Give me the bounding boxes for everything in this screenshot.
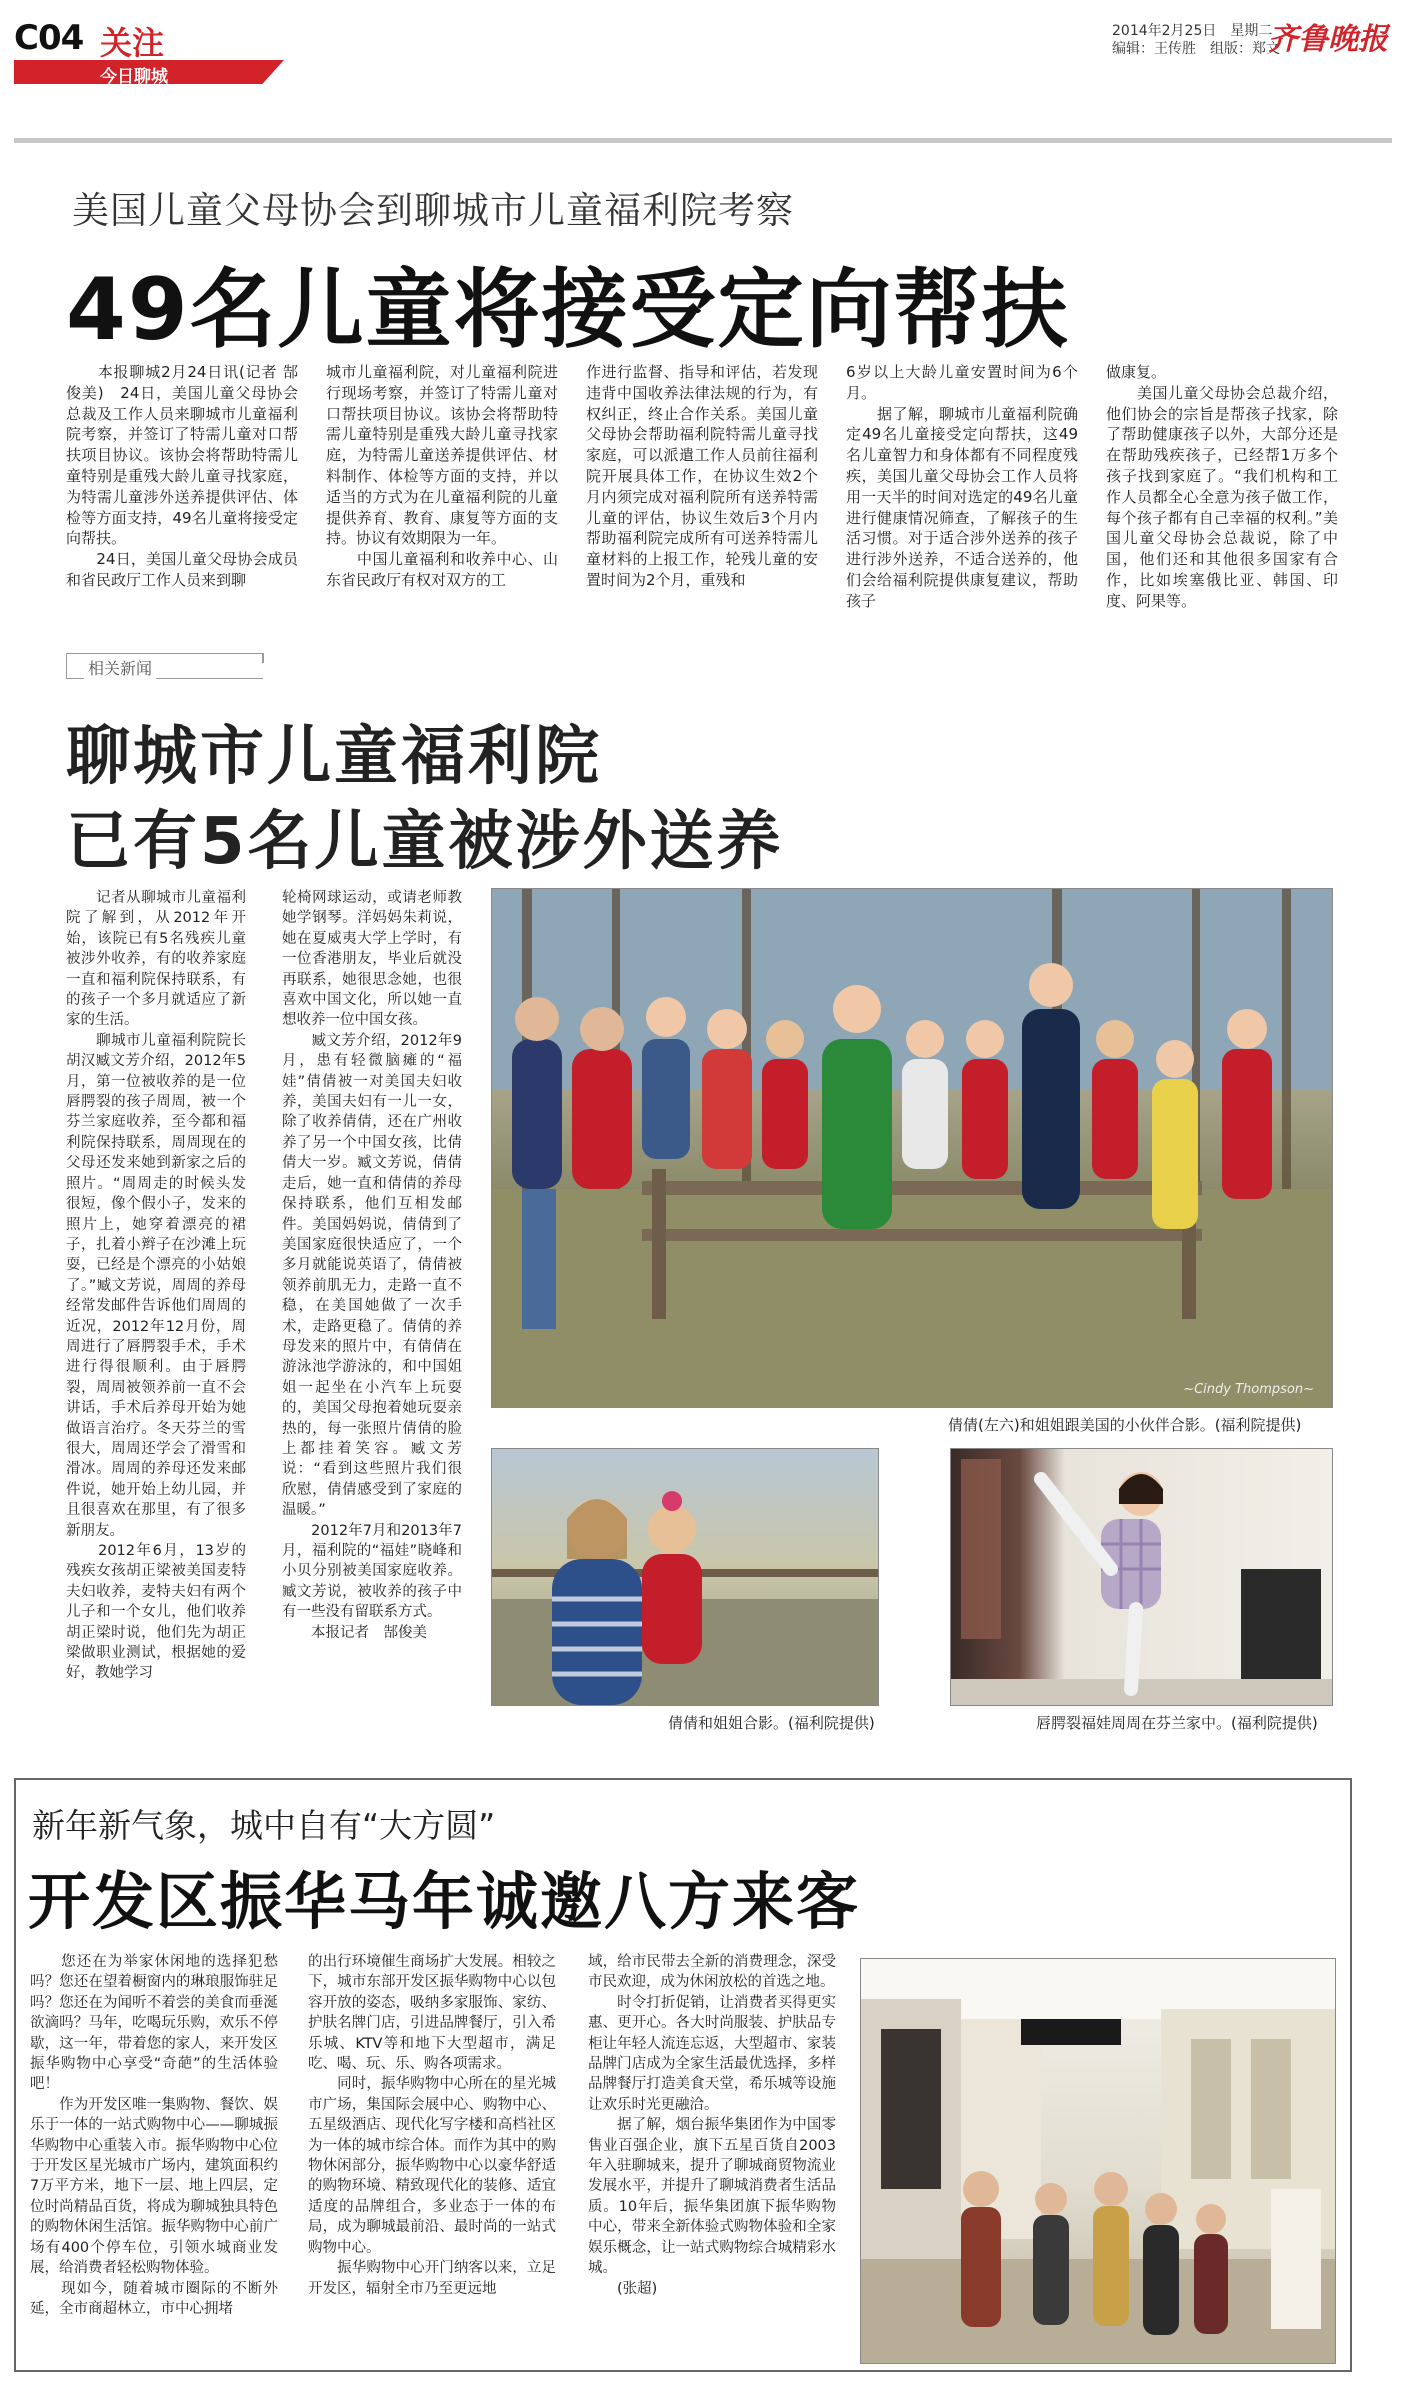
photo-watermark: ~Cindy Thompson~	[1183, 1382, 1314, 1397]
stretching-girl-photo	[950, 1448, 1333, 1706]
group-photo-illustration	[492, 889, 1332, 1407]
story2-headline-line2: 已有5名儿童被涉外送养	[66, 805, 784, 879]
group-photo	[491, 888, 1333, 1408]
story2-column: 记者从聊城市儿童福利院了解到，从2012年开始，该院已有5名残疾儿童被涉外收养，有的收养家庭一直和福利院保持联系，有的孩子一个多月就适应了新家的生活。 聊城市儿童福利院院长胡汉臧文芳介绍，2012年5月，第一位被收养的是一位唇腭裂的孩子周周，被一个芬兰家庭收养，至今都和福利院保持联系，周周现在的父母还发来她到新家之后的照片。“周周走的时候头发很短，像个假小子，发来的照片上，她穿着漂亮的裙子，扎着小辫子在沙滩上玩耍，已经是个漂亮的小姑娘了。”臧文芳说，周周的养母经常发邮件告诉他们周周的近况，2012年12月份，周周进行了唇腭裂手术，手术进行得很顺利。由于唇腭裂，周周被领养前一直不会讲话，手术后养母开始为她做语言治疗。冬天芬兰的雪很大，周周还学会了滑雪和滑冰。周周的养母还发来邮件说，她开始上幼儿园，并且很喜欢在那里，有了很多新朋友。 2012年6月，13岁的残疾女孩胡正梁被美国麦特夫妇收养，麦特夫妇有两个儿子和一个女儿，他们收养胡正梁时说，他们先为胡正梁做职业测试，根据她的爱好，教她学习	[66, 890, 246, 1682]
issue-date: 2014年2月25日 星期二	[1112, 23, 1273, 39]
story3-column: 的出行环境催生商场扩大发展。相较之下，城市东部开发区振华购物中心以包容开放的姿态，吸纳多家服饰、家纺、护肤名牌门店，引进品牌餐厅，引入希乐城、KTV等和地下大型超市，满足吃、喝、玩、乐、购各项需求。 同时，振华购物中心所在的星光城市广场，集国际会展中心、购物中心、五星级酒店、现代化写字楼和高档社区为一体的城市综合体。而作为其中的购物休闲部分，振华购物中心以豪华舒适的购物环境、精致现代化的装修、适宜适度的品牌组合，多业态于一体的布局，成为聊城最前沿、最时尚的一站式购物中心。 振华购物中心开门纳客以来，立足开发区，辐射全市乃至更远地	[308, 1954, 556, 2297]
mall-interior-photo	[860, 1958, 1336, 2364]
section-name: 关注	[100, 24, 165, 62]
sisters-photo	[491, 1448, 879, 1706]
related-news-tick	[262, 653, 264, 663]
mall-interior-illustration	[861, 1959, 1335, 2363]
related-news-label: 相关新闻	[84, 656, 156, 679]
sub-section-name: 今日聊城	[100, 67, 168, 87]
story1-headline: 49名儿童将接受定向帮扶	[66, 260, 1070, 360]
story1-column: 6岁以上大龄儿童安置时间为6个月。 据了解，聊城市儿童福利院确定49名儿童接受定向帮扶，这49名儿童智力和身体都有不同程度残疾，美国儿童父母协会工作人员将用一天半的时间对选定的49名儿童进行健康情况筛查，了解孩子的生活习惯。对于适合涉外送养的孩子进行涉外送养，不适合送养的，他们会给福利院提供康复建议，帮助孩子	[846, 363, 1078, 610]
stretching-girl-illustration	[951, 1449, 1332, 1705]
story1-column: 城市儿童福利院，对儿童福利院进行现场考察，并签订了特需儿童对口帮扶项目协议。该协会将帮助特需儿童特别是重残大龄儿童寻找家庭，为特需儿童送养提供评估、材料制作、体检等方面的支持，并以适当的方式为在儿童福利院的儿童提供养育、教育、康复等方面的支持。协议有效期限为一年。 中国儿童福利和收养中心、山东省民政厅有权对双方的工	[326, 363, 558, 589]
story3-column: 您还在为举家休闲地的选择犯愁吗？您还在望着橱窗内的琳琅服饰驻足吗？您还在为闻听不着尝的美食而垂涎欲滴吗？马年，吃喝玩乐购，欢乐不停歇，这一年，带着您的家人，来开发区振华购物中心享受“奇葩”的生活体验吧！ 作为开发区唯一集购物、餐饮、娱乐于一体的一站式购物中心——聊城振华购物中心重装入市。振华购物中心位于开发区星光城市广场内，建筑面积约7万平方米，地下一层、地上四层，定位时尚精品百货，将成为聊城独具特色的购物休闲生活馆。振华购物中心前广场有400个停车位，引领水城商业发展，给消费者轻松购物体验。 现如今，随着城市圈际的不断外延，全市商超林立，市中心拥堵	[30, 1954, 278, 2317]
story3-headline: 开发区振华马年诚邀八方来客	[28, 1865, 861, 1938]
section-divider	[14, 138, 1392, 143]
story3-column: 域，给市民带去全新的消费理念，深受市民欢迎，成为休闲放松的首选之地。 时令打折促销，让消费者买得更实惠、更开心。各大时尚服装、护肤品专柜让年轻人流连忘返，大型超市、家装品牌门店成为全家生活最优选择，多样品牌餐厅打造美食天堂，希乐城等设施让欢乐时光更融洽。 据了解，烟台振华集团作为中国零售业百强企业，旗下五星百货自2003年入驻聊城来，提升了聊城商贸物流业发展水平，并提升了聊城消费者生活品质。10年后，振华集团旗下振华购物中心，带来全新体验式购物体验和全家娱乐概念，让一站式购物综合城精彩水城。 (张超)	[588, 1954, 836, 2297]
story3-kicker: 新年新气象，城中自有“大方圆”	[32, 1806, 496, 1845]
newspaper-masthead: 齐鲁晚报	[1268, 22, 1388, 57]
story1-kicker: 美国儿童父母协会到聊城市儿童福利院考察	[72, 189, 794, 232]
story2-headline-line1: 聊城市儿童福利院	[66, 720, 602, 794]
editors-credit: 编辑：王传胜 组版：郑文	[1112, 41, 1280, 57]
stretching-girl-caption: 唇腭裂福娃周周在芬兰家中。(福利院提供)	[1036, 1714, 1318, 1732]
sisters-photo-caption: 倩倩和姐姐合影。(福利院提供)	[668, 1714, 875, 1732]
story1-column: 做康复。 美国儿童父母协会总裁介绍，他们协会的宗旨是帮孩子找家，除了帮助健康孩子以外，大部分还是在帮助残疾孩子，已经帮1万多个孩子找到家庭了。“我们机构和工作人员都全心全意为孩子做工作，每个孩子都有自己幸福的权利。”美国儿童父母协会总裁说，除了中国，他们还和其他很多国家有合作，比如埃塞俄比亚、韩国、印度、阿果等。	[1106, 363, 1338, 610]
page-number: C04	[14, 18, 84, 58]
story1-column: 本报聊城2月24日讯(记者 郜俊美) 24日，美国儿童父母协会总裁及工作人员来聊城市儿童福利院考察，并签订了特需儿童对口帮扶项目协议。该协会将帮助特需儿童特别是重残大龄儿童寻找家庭，为特需儿童涉外送养提供评估、体检等方面支持，49名儿童将接受定向帮扶。 24日，美国儿童父母协会成员和省民政厅工作人员来到聊	[66, 363, 298, 589]
story2-column: 轮椅网球运动，或请老师教她学钢琴。洋妈妈朱莉说，她在夏威夷大学上学时，有一位香港朋友，毕业后就没再联系，她很思念她，也很喜欢中国文化，所以她一直想收养一位中国女孩。 臧文芳介绍，2012年9月，患有轻微脑瘫的“福娃”倩倩被一对美国夫妇收养，美国夫妇有一儿一女，除了收养倩倩，还在广州收养了另一个中国女孩，比倩倩大一岁。臧文芳说，倩倩走后，她一直和倩倩的养母保持联系，他们互相发邮件。美国妈妈说，倩倩到了美国家庭很快适应了，一个多月就能说英语了，倩倩被领养前肌无力，走路一直不稳，在美国她做了一次手术，走路更稳了。倩倩的养母发来的照片中，有倩倩在游泳池学游泳的，和中国姐姐一起坐在小汽车上玩耍的，美国父母抱着她玩耍亲热的，每一张照片倩倩的脸上都挂着笑容。臧文芳说：“看到这些照片我们很欣慰，倩倩感受到了家庭的温暖。” 2012年7月和2013年7月，福利院的“福娃”晓峰和小贝分别被美国家庭收养。臧文芳说，被收养的孩子中有一些没有留联系方式。 本报记者 郜俊美	[282, 890, 462, 1641]
story1-column: 作进行监督、指导和评估，若发现违背中国收养法律法规的行为，有权纠正，终止合作关系。美国儿童父母协会帮助福利院特需儿童寻找家庭，可以派遣工作人员前往福利院开展具体工作，在协议生效2个月内须完成对福利院所有送养特需儿童的评估，协议生效后3个月内帮助福利院完成所有可送养特需儿童材料的上报工作，轮残儿童的安置时间为2个月，重残和	[586, 363, 818, 589]
group-photo-caption: 倩倩(左六)和姐姐跟美国的小伙伴合影。(福利院提供)	[948, 1416, 1302, 1434]
sisters-photo-illustration	[492, 1449, 878, 1705]
